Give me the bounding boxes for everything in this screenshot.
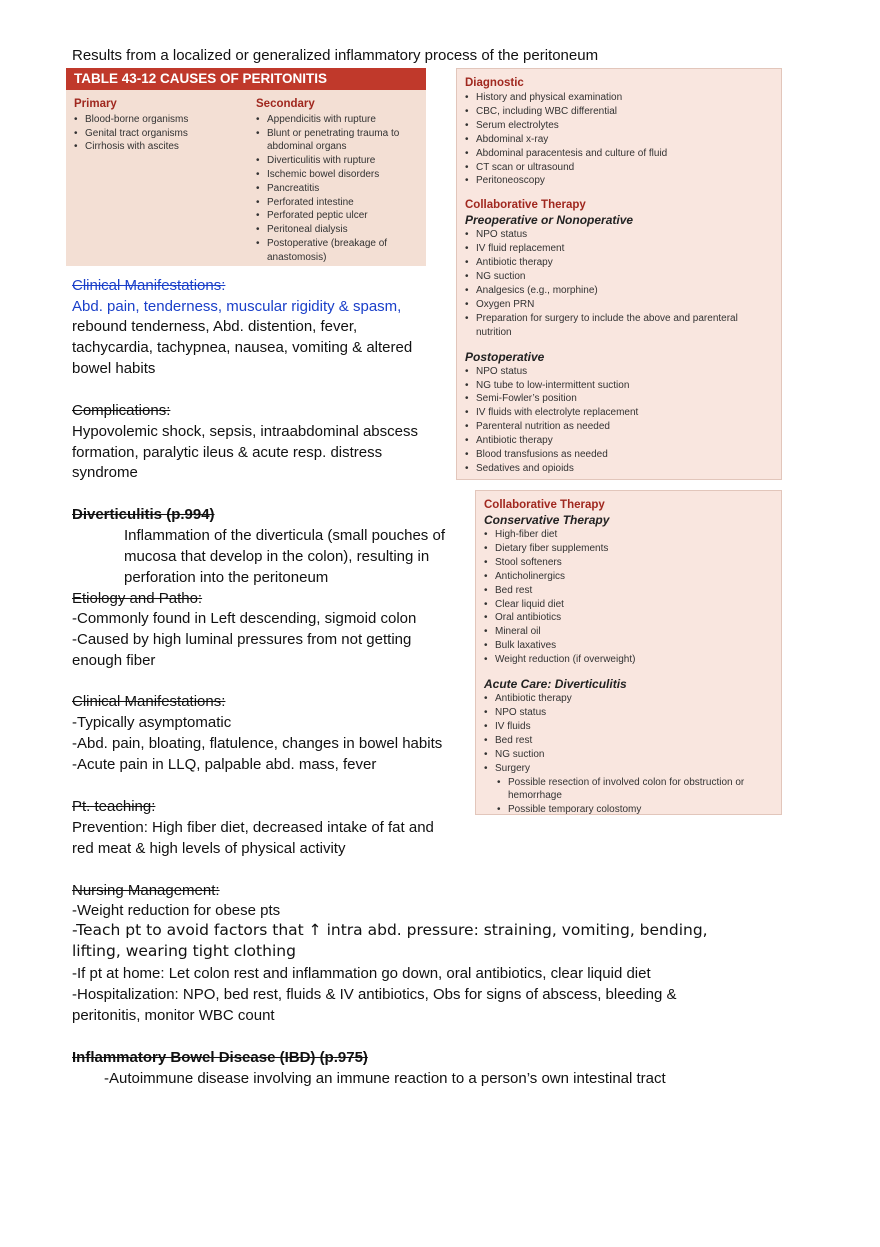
acute-care-heading: Acute Care: Diverticulitis: [484, 677, 627, 692]
list-item: • Sedatives and opioids: [465, 462, 773, 476]
primary-column: [74, 98, 249, 154]
list-item: • Possible temporary colostomy: [484, 803, 773, 817]
list-item: • Anticholinergics: [484, 570, 773, 584]
list-item: • Blood transfusions as needed: [465, 448, 773, 462]
table-title: TABLE 43-12 CAUSES OF PERITONITIS: [66, 68, 426, 90]
list-item: • Postoperative (breakage of anastomosis): [256, 237, 420, 265]
complications-line: formation, paralytic ileus & acute resp. distress: [72, 444, 383, 461]
list-item: • NPO status: [465, 365, 773, 379]
etiology-heading: Etiology and Patho:: [72, 590, 203, 607]
nursing-line: peritonitis, monitor WBC count: [72, 1007, 275, 1024]
list-item: • Peritoneoscopy: [465, 174, 773, 188]
list-item: • Analgesics (e.g., morphine): [465, 284, 773, 298]
list-item: • Stool softeners: [484, 556, 773, 570]
list-item: • Mineral oil: [484, 625, 773, 639]
diverticulitis-heading: Diverticulitis (p.994): [72, 506, 215, 523]
list-item: • NPO status: [484, 706, 773, 720]
list-item: • Peritoneal dialysis: [256, 223, 420, 237]
peritonitis-clinical-line: rebound tenderness, Abd. distention, fever,: [72, 318, 358, 335]
clinical-text-blue-underlined: muscular rigidity & spasm,: [226, 298, 402, 315]
peritonitis-clinical-line: tachycardia, tachypnea, nausea, vomiting & altered: [72, 339, 413, 356]
peritonitis-collaborative-care-box: [456, 68, 782, 480]
clinical-text-blue: Abd. pain, tenderness,: [72, 298, 227, 315]
list-item: • History and physical examination: [465, 91, 773, 105]
list-item: • Perforated peptic ulcer: [256, 209, 420, 223]
teaching-heading: Pt. teaching:: [72, 798, 156, 815]
nursing-line: -If pt at home: Let colon rest and inflammation go down, oral antibiotics, clear liquid diet: [72, 965, 651, 982]
list-item: • Bed rest: [484, 734, 773, 748]
list-item: • Abdominal paracentesis and culture of fluid: [465, 147, 773, 161]
list-item: • Diverticulitis with rupture: [256, 154, 420, 168]
peritonitis-clinical-line: [72, 296, 401, 317]
etiology-line: -Commonly found in Left descending, sigmoid colon: [72, 610, 417, 627]
complications-line: Hypovolemic shock, sepsis, intraabdominal abscess: [72, 423, 418, 440]
diverticulitis-definition: Inflammation of the diverticula (small pouches of: [124, 527, 445, 544]
list-item: • Possible resection of involved colon for obstruction or hemorrhage: [484, 776, 773, 804]
list-item: • CT scan or ultrasound: [465, 161, 773, 175]
list-item: • Antibiotic therapy: [465, 256, 773, 270]
list-item: • Oxygen PRN: [465, 298, 773, 312]
list-item: • Antibiotic therapy: [484, 692, 773, 706]
list-item: • Ischemic bowel disorders: [256, 168, 420, 182]
list-item: • Abdominal x-ray: [465, 133, 773, 147]
primary-heading: Primary: [74, 98, 117, 110]
nursing-line: lifting, wearing tight clothing: [72, 942, 296, 960]
nursing-heading: Nursing Management:: [72, 882, 220, 899]
secondary-column: [256, 98, 420, 265]
list-item: • Perforated intestine: [256, 196, 420, 210]
etiology-line: -Caused by high luminal pressures from not getting: [72, 631, 412, 648]
list-item: • Surgery: [484, 762, 773, 776]
diverticulitis-collaborative-care-box: [475, 490, 782, 815]
diverticulitis-definition: perforation into the peritoneum: [124, 569, 329, 586]
postoperative-heading: Postoperative: [465, 349, 545, 364]
list-item: • IV fluids with electrolyte replacement: [465, 406, 773, 420]
list-item: • Cirrhosis with ascites: [74, 140, 249, 154]
diagnostic-heading: Diagnostic: [465, 77, 524, 89]
secondary-heading: Secondary: [256, 98, 315, 110]
list-item: • Clear liquid diet: [484, 598, 773, 612]
list-item: • Parenteral nutrition as needed: [465, 420, 773, 434]
list-item: • IV fluids: [484, 720, 773, 734]
list-item: • Weight reduction (if overweight): [484, 653, 773, 667]
list-item: • Semi-Fowler’s position: [465, 392, 773, 406]
preoperative-heading: Preoperative or Nonoperative: [465, 213, 634, 228]
etiology-line: enough fiber: [72, 652, 156, 669]
list-item: • Preparation for surgery to include the above and parenteral nutrition: [465, 312, 773, 340]
list-item: • Oral antibiotics: [484, 611, 773, 625]
list-item: • CBC, including WBC differential: [465, 105, 773, 119]
teaching-line: red meat & high levels of physical activity: [72, 840, 346, 857]
list-item: • Blood-borne organisms: [74, 113, 249, 127]
list-item: • Blunt or penetrating trauma to abdominal organs: [256, 127, 420, 155]
nursing-line: -Teach pt to avoid factors that ↑ intra abd. pressure: straining, vomiting, bending,: [72, 921, 708, 939]
list-item: • High-fiber diet: [484, 528, 773, 542]
nursing-line: -Hospitalization: NPO, bed rest, fluids & IV antibiotics, Obs for signs of abscess, bleeding &: [72, 986, 677, 1003]
list-item: • Bulk laxatives: [484, 639, 773, 653]
list-item: • NG suction: [484, 748, 773, 762]
diverticulitis-definition: mucosa that develop in the colon), resulting in: [124, 548, 430, 565]
nursing-line: -Weight reduction for obese pts: [72, 902, 281, 919]
ibd-heading: Inflammatory Bowel Disease (IBD) (p.975): [72, 1049, 368, 1066]
diverticulitis-clinical-heading: Clinical Manifestations:: [72, 693, 226, 710]
collaborative-therapy-heading: Collaborative Therapy: [465, 199, 586, 212]
complications-line: syndrome: [72, 464, 138, 481]
list-item: • Dietary fiber supplements: [484, 542, 773, 556]
clinical-line: -Acute pain in LLQ, palpable abd. mass, fever: [72, 756, 377, 773]
teaching-line: Prevention: High fiber diet, decreased intake of fat and: [72, 819, 434, 836]
list-item: • Genital tract organisms: [74, 127, 249, 141]
list-item: • Antibiotic therapy: [465, 434, 773, 448]
list-item: • NPO status: [465, 228, 773, 242]
peritonitis-clinical-heading: Clinical Manifestations:: [72, 277, 226, 294]
clinical-line: -Typically asymptomatic: [72, 714, 232, 731]
list-item: • Serum electrolytes: [465, 119, 773, 133]
peritonitis-clinical-line: bowel habits: [72, 360, 156, 377]
complications-heading: Complications:: [72, 402, 171, 419]
list-item: • Appendicitis with rupture: [256, 113, 420, 127]
list-item: • Pancreatitis: [256, 182, 420, 196]
list-item: • Bed rest: [484, 584, 773, 598]
causes-of-peritonitis-table: [66, 68, 426, 266]
list-item: • NG suction: [465, 270, 773, 284]
list-item: • IV fluid replacement: [465, 242, 773, 256]
clinical-line: -Abd. pain, bloating, flatulence, changes in bowel habits: [72, 735, 443, 752]
conservative-therapy-heading: Conservative Therapy: [484, 513, 610, 527]
ibd-line: -Autoimmune disease involving an immune reaction to a person’s own intestinal tract: [104, 1070, 666, 1087]
list-item: • NG tube to low-intermittent suction: [465, 379, 773, 393]
collaborative-therapy-heading: Collaborative Therapy: [484, 499, 605, 511]
intro-text: Results from a localized or generalized inflammatory process of the peritoneum: [72, 47, 599, 64]
